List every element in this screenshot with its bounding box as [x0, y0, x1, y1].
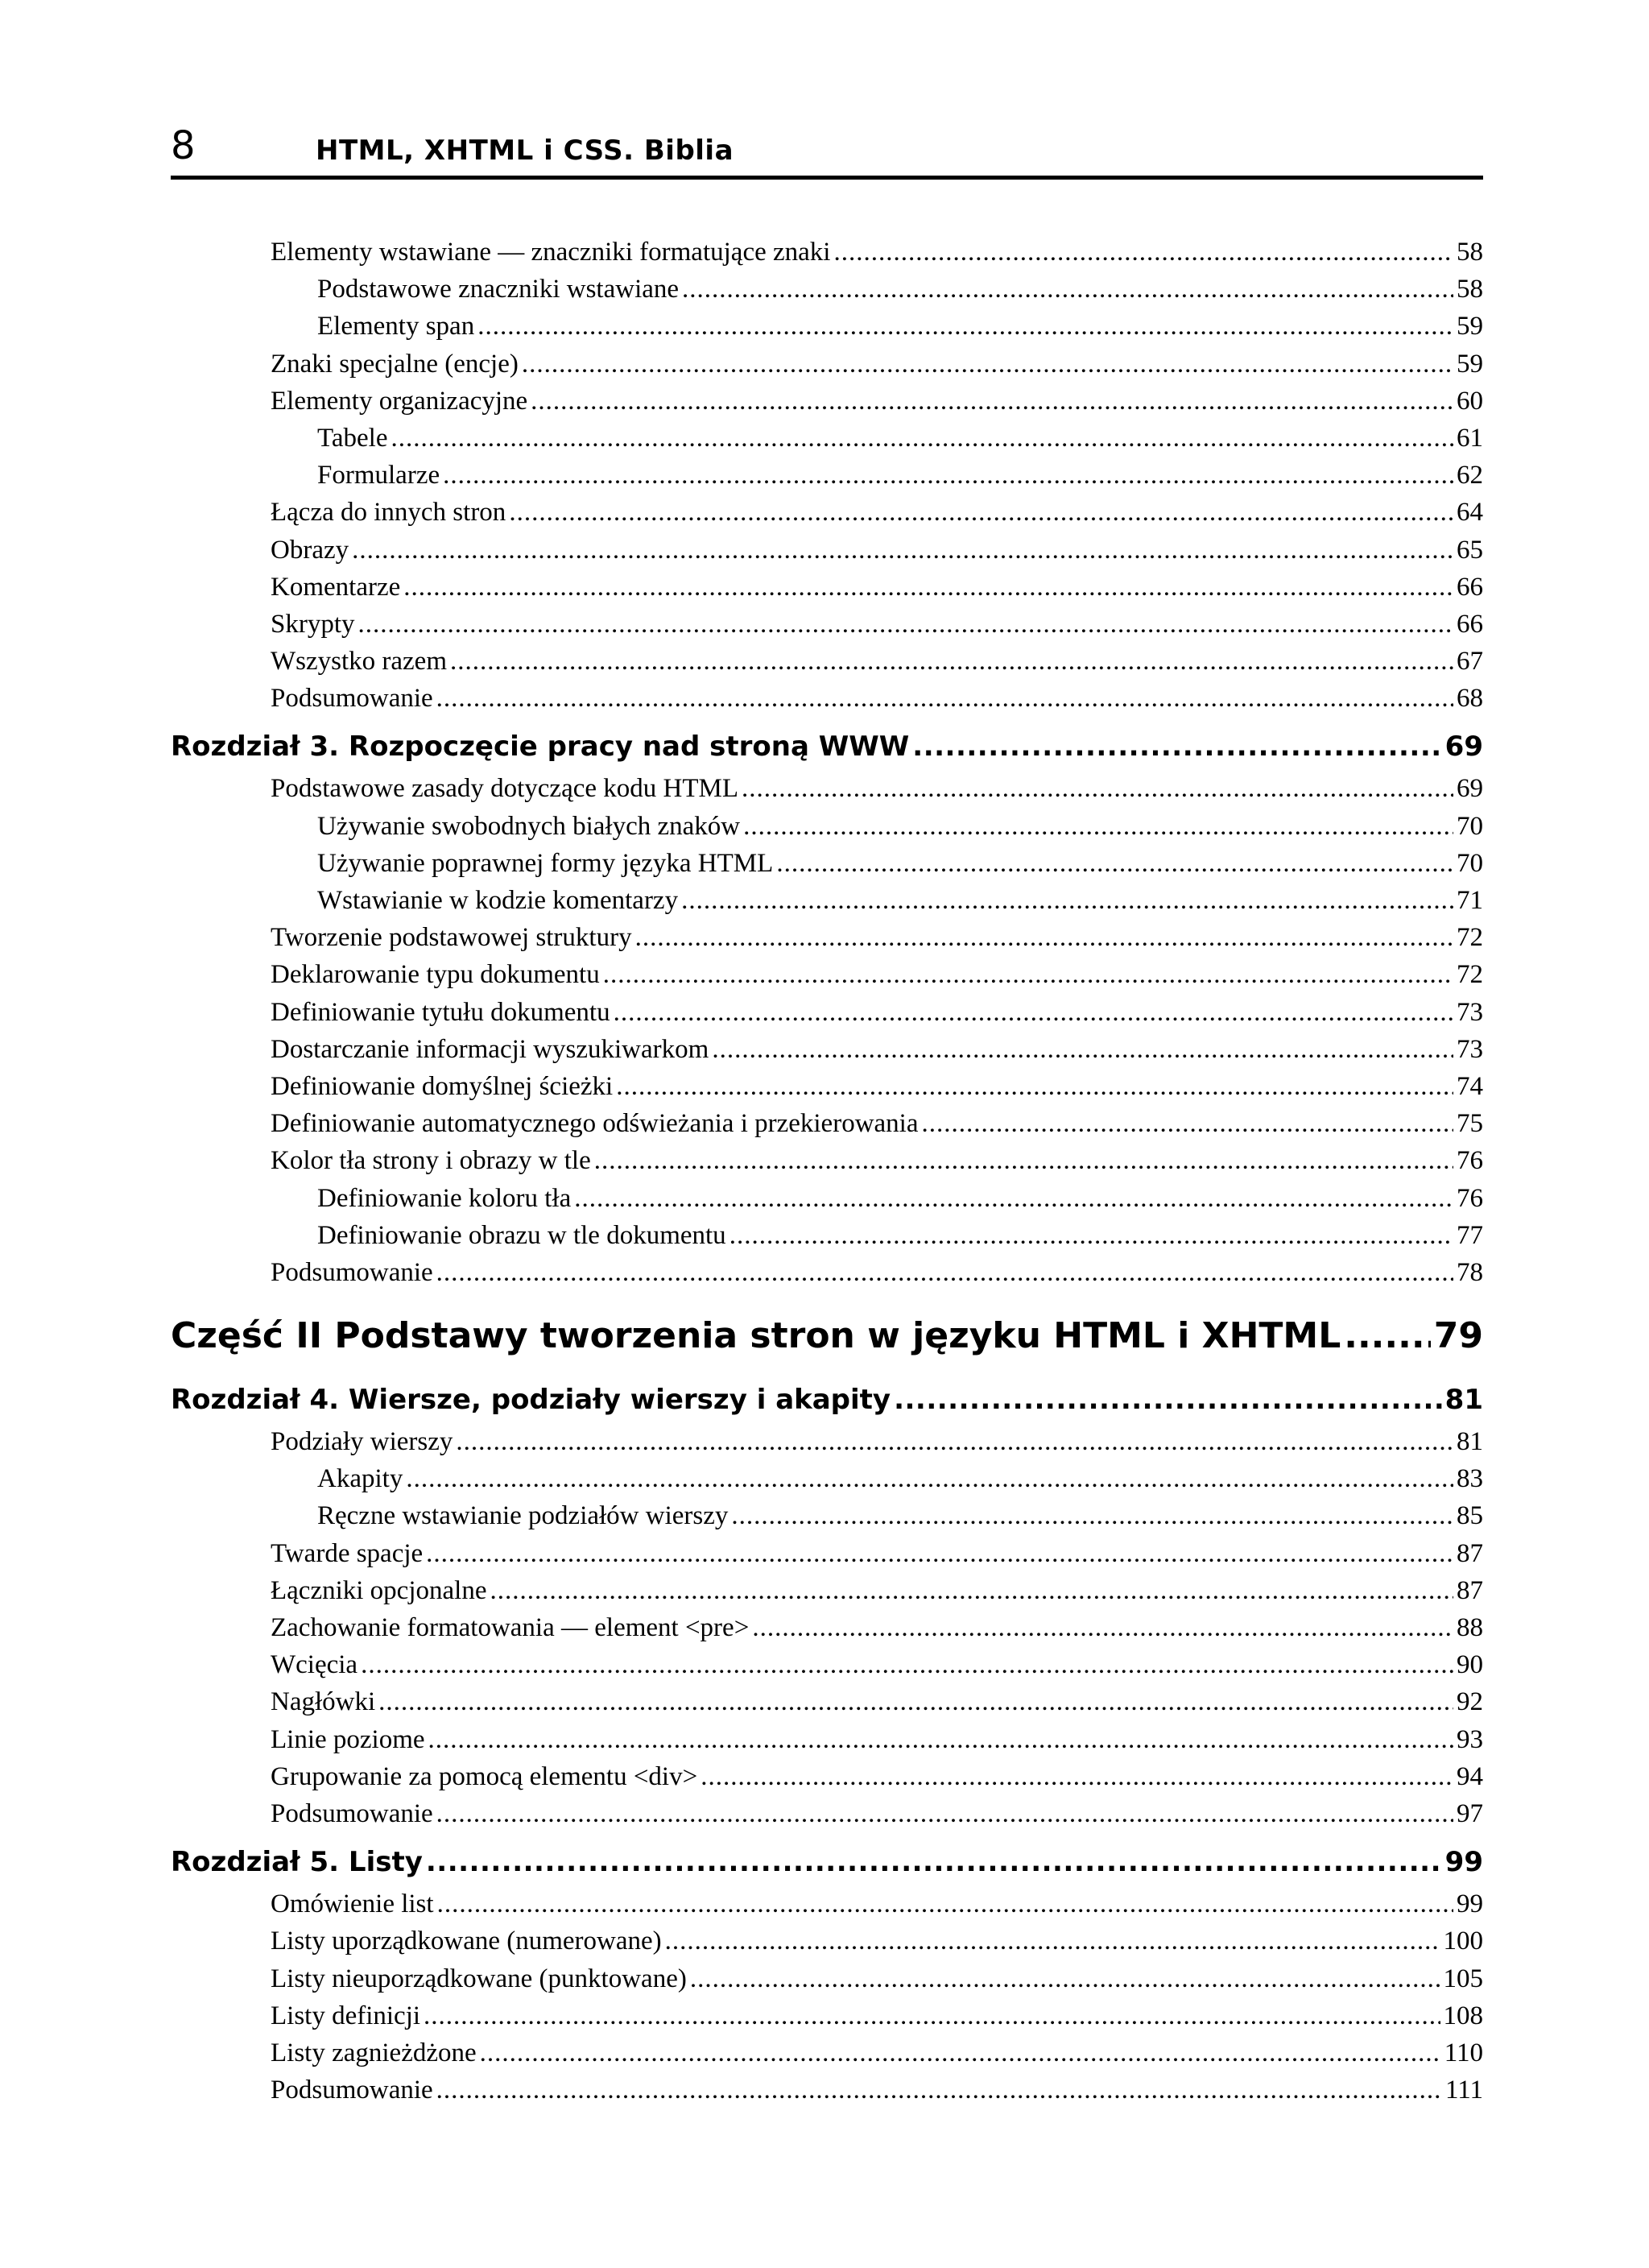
- toc-page-number: 99: [1457, 1889, 1483, 1919]
- toc-page-number: 111: [1444, 2076, 1483, 2105]
- toc-entry: [171, 1068, 1483, 1105]
- toc-page-number: 108: [1443, 2001, 1483, 2030]
- dot-leader: [833, 234, 1453, 271]
- toc-subentry: [171, 457, 1483, 494]
- toc-title: Używanie swobodnych białych znaków: [317, 811, 741, 841]
- dot-leader: [665, 1922, 1440, 1960]
- dot-leader: [603, 956, 1453, 993]
- toc-title: Wszystko razem: [271, 647, 447, 677]
- toc-entry: [171, 1997, 1483, 2034]
- dot-leader: [480, 2034, 1441, 2071]
- page-header: [171, 119, 1483, 177]
- toc-subentry: [171, 271, 1483, 308]
- toc-page-number: 73: [1457, 997, 1483, 1027]
- toc-subentry: [171, 1497, 1483, 1534]
- toc-page-number: 88: [1457, 1613, 1483, 1642]
- toc-page-number: 70: [1457, 848, 1483, 878]
- toc-page-number: 68: [1457, 684, 1483, 714]
- toc-title: Łącza do innych stron: [271, 498, 506, 528]
- toc-page-number: 69: [1444, 730, 1483, 764]
- dot-leader: [742, 770, 1453, 807]
- dot-leader: [509, 494, 1453, 531]
- toc-title: Definiowanie koloru tła: [317, 1183, 572, 1213]
- toc-title: Nagłówki: [271, 1687, 376, 1717]
- toc-page-number: 92: [1457, 1687, 1483, 1717]
- toc-title: Definiowanie obrazu w tle dokumentu: [317, 1220, 726, 1250]
- toc-title: Kolor tła strony i obrazy w tle: [271, 1146, 591, 1176]
- dot-leader: [378, 1683, 1453, 1720]
- toc-title: Akapity: [317, 1464, 403, 1494]
- toc-entry: [171, 1885, 1483, 1922]
- toc-title: Definiowanie automatycznego odświeżania i przekierowania: [271, 1109, 919, 1139]
- toc-title: Elementy wstawiane — znaczniki formatujące znaki: [271, 238, 831, 267]
- toc-subentry: [171, 882, 1483, 919]
- toc-entry: [171, 494, 1483, 531]
- toc-title: Listy zagnieżdżone: [271, 2038, 477, 2067]
- dot-leader: [574, 1180, 1453, 1217]
- toc-page-number: 70: [1457, 811, 1483, 841]
- toc-entry: [171, 1535, 1483, 1572]
- toc-page-number: 87: [1457, 1575, 1483, 1605]
- toc-entry: [171, 2071, 1483, 2109]
- dot-leader: [729, 1217, 1453, 1254]
- toc-page-number: 69: [1457, 774, 1483, 804]
- toc-page-number: 94: [1457, 1761, 1483, 1791]
- toc-title: Ręczne wstawianie podziałów wierszy: [317, 1501, 729, 1531]
- toc-title: Definiowanie tytułu dokumentu: [271, 997, 610, 1027]
- dot-leader: [426, 1839, 1442, 1885]
- toc-page-number: 58: [1457, 275, 1483, 304]
- toc-entry: [171, 643, 1483, 680]
- toc-title: Wcięcia: [271, 1650, 358, 1680]
- toc-title: Grupowanie za pomocą elementu <div>: [271, 1761, 698, 1791]
- toc-entry: [171, 770, 1483, 807]
- dot-leader: [701, 1758, 1453, 1795]
- toc-chapter-heading: [171, 1839, 1483, 1885]
- dot-leader: [428, 1721, 1453, 1758]
- toc-subentry: [171, 808, 1483, 845]
- toc-title: Podsumowanie: [271, 2076, 433, 2105]
- toc-title: Łączniki opcjonalne: [271, 1575, 487, 1605]
- toc-title: Podsumowanie: [271, 1798, 433, 1828]
- toc-entry: [171, 1721, 1483, 1758]
- toc-page-number: 75: [1457, 1109, 1483, 1139]
- page-number: 8: [171, 123, 196, 168]
- dot-leader: [776, 845, 1453, 882]
- toc-page-number: 59: [1457, 349, 1483, 379]
- toc-entry: [171, 1922, 1483, 1960]
- toc-title: Linie poziome: [271, 1724, 425, 1754]
- dot-leader: [352, 532, 1453, 569]
- toc-page-number: 77: [1457, 1220, 1483, 1250]
- toc-entry: [171, 1646, 1483, 1683]
- toc-title: Skrypty: [271, 609, 355, 639]
- toc-title: Formularze: [317, 461, 440, 490]
- dot-leader: [403, 569, 1453, 606]
- toc-subentry: [171, 420, 1483, 457]
- toc-page-number: 61: [1457, 423, 1483, 453]
- dot-leader: [358, 606, 1453, 643]
- toc-title: Podstawowe zasady dotyczące kodu HTML: [271, 774, 738, 804]
- dot-leader: [594, 1142, 1453, 1179]
- toc-entry: [171, 1031, 1483, 1068]
- dot-leader: [424, 1997, 1440, 2034]
- toc-title: Dostarczanie informacji wyszukiwarkom: [271, 1034, 709, 1064]
- toc-title: Deklarowanie typu dokumentu: [271, 960, 600, 990]
- toc-title: Podsumowanie: [271, 684, 433, 714]
- toc-title: Rozdział 5. Listy: [171, 1846, 423, 1879]
- book-title: HTML, XHTML i CSS. Biblia: [316, 135, 734, 167]
- dot-leader: [436, 1795, 1453, 1832]
- dot-leader: [616, 1068, 1453, 1105]
- dot-leader: [437, 1885, 1453, 1922]
- toc-page-number: 62: [1457, 461, 1483, 490]
- dot-leader: [752, 1609, 1453, 1646]
- toc-entry: [171, 569, 1483, 606]
- dot-leader: [490, 1572, 1453, 1609]
- toc-title: Zachowanie formatowania — element <pre>: [271, 1613, 750, 1642]
- toc-chapter-heading: [171, 1376, 1483, 1423]
- toc-title: Podstawowe znaczniki wstawiane: [317, 275, 680, 304]
- dot-leader: [894, 1376, 1442, 1423]
- toc-title: Listy definicji: [271, 2001, 421, 2030]
- dot-leader: [436, 1254, 1453, 1291]
- toc-title: Obrazy: [271, 535, 349, 565]
- toc-page-number: 74: [1457, 1071, 1483, 1101]
- toc-page-number: 93: [1457, 1724, 1483, 1754]
- toc-page-number: 71: [1457, 886, 1483, 915]
- toc-page-number: 99: [1444, 1846, 1483, 1879]
- dot-leader: [731, 1497, 1453, 1534]
- toc-subentry: [171, 845, 1483, 882]
- toc-subentry: [171, 1180, 1483, 1217]
- toc-page-number: 60: [1457, 386, 1483, 416]
- toc-entry: [171, 919, 1483, 956]
- toc-title: Twarde spacje: [271, 1538, 424, 1568]
- dot-leader: [456, 1423, 1453, 1460]
- toc-page-number: 87: [1457, 1538, 1483, 1568]
- toc-title: Tabele: [317, 423, 388, 453]
- toc-title: Podsumowanie: [271, 1257, 433, 1287]
- toc-entry: [171, 680, 1483, 717]
- toc-page-number: 81: [1457, 1427, 1483, 1457]
- dot-leader: [361, 1646, 1453, 1683]
- toc-title: Wstawianie w kodzie komentarzy: [317, 886, 679, 915]
- toc-page-number: 83: [1457, 1464, 1483, 1494]
- toc-subentry: [171, 1217, 1483, 1254]
- header-rule: [171, 176, 1483, 180]
- toc-page-number: 100: [1443, 1927, 1483, 1956]
- toc-title: Używanie poprawnej formy języka HTML: [317, 848, 774, 878]
- dot-leader: [391, 420, 1453, 457]
- toc-entry: [171, 532, 1483, 569]
- dot-leader: [450, 643, 1453, 680]
- dot-leader: [614, 994, 1453, 1031]
- dot-leader: [682, 271, 1453, 308]
- dot-leader: [443, 457, 1453, 494]
- dot-leader: [477, 308, 1453, 345]
- table-of-contents: [171, 234, 1483, 2109]
- toc-page-number: 81: [1444, 1384, 1483, 1417]
- dot-leader: [531, 383, 1453, 420]
- toc-entry: [171, 1105, 1483, 1142]
- dot-leader: [1344, 1302, 1431, 1370]
- toc-entry: [171, 956, 1483, 993]
- dot-leader: [635, 919, 1453, 956]
- toc-entry: [171, 1423, 1483, 1460]
- toc-page-number: 64: [1457, 498, 1483, 528]
- toc-page-number: 73: [1457, 1034, 1483, 1064]
- toc-page-number: 76: [1457, 1146, 1483, 1176]
- toc-subentry: [171, 308, 1483, 345]
- toc-page-number: 79: [1433, 1315, 1483, 1357]
- toc-entry: [171, 234, 1483, 271]
- dot-leader: [922, 1105, 1454, 1142]
- dot-leader: [406, 1460, 1453, 1497]
- toc-title: Rozdział 3. Rozpoczęcie pracy nad stroną WWW: [171, 730, 910, 764]
- toc-page-number: 90: [1457, 1650, 1483, 1680]
- toc-entry: [171, 994, 1483, 1031]
- toc-title: Tworzenie podstawowej struktury: [271, 923, 632, 953]
- toc-entry: [171, 346, 1483, 383]
- toc-title: Komentarze: [271, 572, 401, 602]
- toc-title: Omówienie list: [271, 1889, 434, 1919]
- toc-chapter-heading: [171, 723, 1483, 770]
- dot-leader: [690, 1960, 1440, 1997]
- dot-leader: [912, 723, 1441, 770]
- toc-entry: [171, 1960, 1483, 1997]
- toc-page-number: 67: [1457, 647, 1483, 677]
- toc-entry: [171, 1142, 1483, 1179]
- toc-page-number: 58: [1457, 238, 1483, 267]
- dot-leader: [743, 808, 1453, 845]
- toc-entry: [171, 1254, 1483, 1291]
- toc-title: Listy nieuporządkowane (punktowane): [271, 1964, 687, 1993]
- toc-entry: [171, 606, 1483, 643]
- toc-title: Część II Podstawy tworzenia stron w języku HTML i XHTML: [171, 1315, 1341, 1357]
- toc-title: Definiowanie domyślnej ścieżki: [271, 1071, 614, 1101]
- toc-page-number: 97: [1457, 1798, 1483, 1828]
- toc-part-heading: [171, 1302, 1483, 1370]
- toc-entry: [171, 2034, 1483, 2071]
- toc-page-number: 72: [1457, 923, 1483, 953]
- toc-page-number: 65: [1457, 535, 1483, 565]
- dot-leader: [436, 2071, 1442, 2109]
- toc-entry: [171, 1795, 1483, 1832]
- toc-title: Rozdział 4. Wiersze, podziały wierszy i akapity: [171, 1384, 891, 1417]
- toc-page-number: 85: [1457, 1501, 1483, 1531]
- toc-entry: [171, 1758, 1483, 1795]
- dot-leader: [522, 346, 1453, 383]
- dot-leader: [436, 680, 1453, 717]
- toc-title: Znaki specjalne (encje): [271, 349, 519, 379]
- dot-leader: [681, 882, 1453, 919]
- toc-page-number: 59: [1457, 312, 1483, 341]
- toc-page-number: 105: [1443, 1964, 1483, 1993]
- toc-title: Listy uporządkowane (numerowane): [271, 1927, 662, 1956]
- toc-title: Elementy organizacyjne: [271, 386, 528, 416]
- toc-title: Elementy span: [317, 312, 475, 341]
- toc-entry: [171, 1683, 1483, 1720]
- toc-title: Podziały wierszy: [271, 1427, 453, 1457]
- toc-page-number: 78: [1457, 1257, 1483, 1287]
- toc-entry: [171, 1609, 1483, 1646]
- toc-page-number: 72: [1457, 960, 1483, 990]
- dot-leader: [712, 1031, 1453, 1068]
- toc-subentry: [171, 1460, 1483, 1497]
- toc-page-number: 76: [1457, 1183, 1483, 1213]
- dot-leader: [426, 1535, 1453, 1572]
- toc-entry: [171, 383, 1483, 420]
- toc-page-number: 110: [1444, 2038, 1483, 2067]
- toc-page-number: 66: [1457, 572, 1483, 602]
- toc-page-number: 66: [1457, 609, 1483, 639]
- toc-entry: [171, 1572, 1483, 1609]
